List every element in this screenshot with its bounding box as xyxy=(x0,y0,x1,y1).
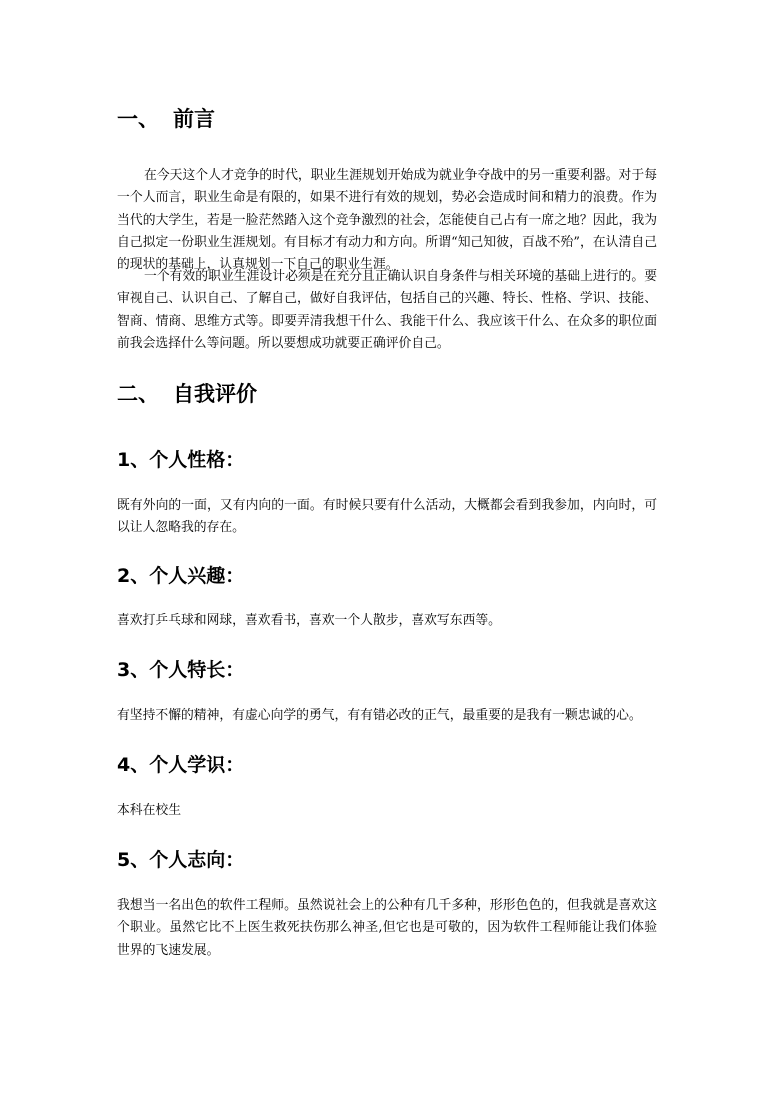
section-number: 一、 xyxy=(117,107,159,131)
strengths-text: 有坚持不懈的精神，有虚心向学的勇气，有有错必改的正气，最重要的是我有一颗忠诚的心。 xyxy=(117,708,642,723)
education-text: 本科在校生 xyxy=(117,803,181,818)
section-number: 二、 xyxy=(117,382,159,406)
subheading-personality: 1、个人性格： xyxy=(117,449,245,471)
subheading-interests: 2、个人兴趣： xyxy=(117,565,245,587)
intro-paragraph-2: 一个有效的职业生涯设计必须是在充分且正确认识自身条件与相关环境的基础上进行的。要审视自己、认识自己、了解自己，做好自我评估，包括自己的兴趣、特长、性格、学识、技能、智商、情商、思维方式等。即要弄清我想干什么、我能干什么、我应该干什么、在众多的职位面前我会选择什么等问题。所以要想成功就要正确评价自己。 xyxy=(117,269,657,351)
section-heading-intro xyxy=(117,106,215,132)
section-title: 自我评价 xyxy=(173,382,257,406)
aspiration-text: 我想当一名出色的软件工程师。虽然说社会上的公种有几千多种，形形色色的，但我就是喜欢这个职业。虽然它比不上医生救死扶伤那么神圣,但它也是可敬的，因为软件工程师能让我们体验世界的飞速发展。 xyxy=(117,898,657,958)
intro-paragraph-1: 在今天这个人才竞争的时代，职业生涯规划开始成为就业争夺战中的另一重要利器。对于每一个人而言，职业生命是有限的，如果不进行有效的规划，势必会造成时间和精力的浪费。作为当代的大学生，若是一脸茫然踏入这个竞争激烈的社会，怎能使自己占有一席之地？因此，我为自己拟定一份职业生涯规划。有目标才有动力和方向。所谓“知己知彼，百战不殆”，在认清自己的现状的基础上，认真规划一下自己的职业生涯。 xyxy=(117,168,657,273)
interests-text: 喜欢打乒乓球和网球，喜欢看书，喜欢一个人散步，喜欢写东西等。 xyxy=(117,613,501,628)
personality-text: 既有外向的一面，又有内向的一面。有时候只要有什么活动，大概都会看到我参加，内向时，可以让人忽略我的存在。 xyxy=(117,498,657,536)
subheading-education: 4、个人学识： xyxy=(117,754,245,776)
section-heading-self-eval xyxy=(117,381,257,407)
section-title: 前言 xyxy=(173,107,215,131)
subheading-strengths: 3、个人特长： xyxy=(117,659,245,681)
subheading-aspiration: 5、个人志向： xyxy=(117,849,245,871)
